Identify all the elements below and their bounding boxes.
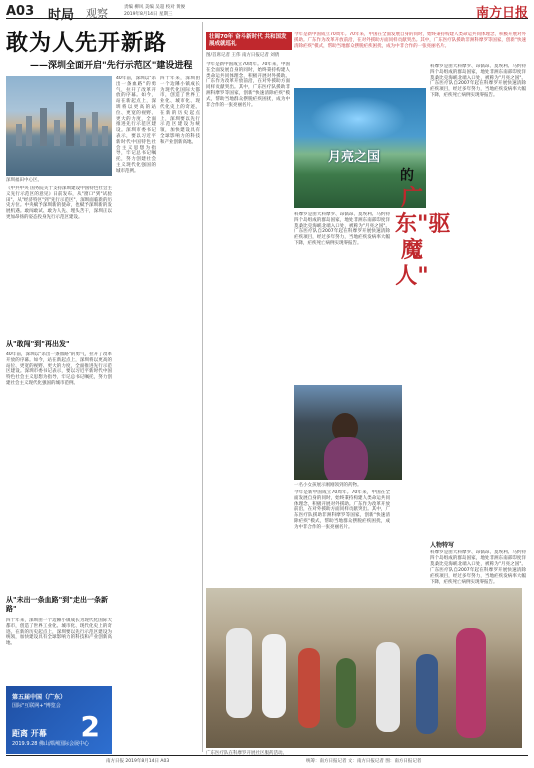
ad-countdown: 2 (80, 710, 100, 743)
article-body: 四十年来，深圳由一个边陲小镇成长为现代化国际大都市，创造了世界工业化、城市化、现代化史上的奇迹。在新的历史起点上，深圳要以先行示范区建设为统领，加快建设具有全球影响力的科技和产业创新高地。 (6, 618, 112, 647)
photo-caption: 广东医疗队在科摩罗开展社区服药活动。 (206, 751, 287, 756)
medical-team-group-photo (206, 588, 522, 748)
series-banner: 壮阔70年 奋斗新时代 共和国发展成就巡礼 (206, 32, 292, 50)
section-heading: 从"敢闯"到"再出发" (6, 340, 70, 348)
footer-left: 南方日报 2019年8月14日 A03 (106, 759, 170, 764)
photo-caption: 深圳福田中心区。 (6, 178, 42, 183)
city-skyline-photo (6, 76, 112, 176)
footer-right: 统筹：南方日报记者 文：南方日报记者 图：南方日报记者 (306, 759, 422, 764)
expo-advertisement[interactable] (6, 686, 112, 754)
sidebar-title: 人物特写 (430, 542, 455, 549)
main-subhead: ——深圳全面开启"先行示范区"建设进程 (30, 61, 193, 71)
vertical-headline: 广东"驱魔人" (395, 185, 451, 289)
sidebar-body: 科摩罗是由大科摩罗、昂儒昂、莫埃利、马约特四个岛组成的群岛国家，地处非洲东南部印度洋莫桑比克海峡北端入口处，被称为"月亮之国"。广东医疗队自2007年起在科摩罗开展快速清除疟疾项目，经过多年努力，当地疟疾发病率大幅下降，疟疾死亡病例实现零报告。 (430, 550, 526, 585)
ad-label: 距离 开幕 (12, 729, 47, 738)
page-header (6, 4, 528, 23)
article-body-col2: 40年前，深圳以"杀出一条血路"的勇气，拉开了改革开放的序幕。如今，站在新起点上，深圳将以更高的站位、更宽的视野、更大的力度，全面推进先行示范区建设。深圳市委书记表示，要以习近平新时代中国特色社会主义思想为指导，牢记总书记嘱托，努力创建社会主义现代化强国的城市范例。 (116, 76, 156, 174)
article-body-col3: 四十年来，深圳由一个边陲小镇成长为现代化国际大都市，创造了世界工业化、城市化、现代化史上的奇迹。在新的历史起点上，深圳要以先行示范区建设为统领，加快建设具有全球影响力的科技和产业创新高地。 (160, 76, 200, 145)
column-divider (202, 22, 203, 752)
date-meta: 2019年8月14日 星期三 (124, 12, 173, 17)
article-body-right3: 今年是新中国成立70周年。70年来，中国在全面发展自身的同时，始终秉持构建人类命运共同体理念，积极开展对外援助。广东作为改革开放前沿，在对外援助方面同样贡献突出。其中，广东医疗队援助非洲科摩罗等国家，创新"快速清除疟疾"模式，帮助当地群众摆脱疟疾困扰，成为中非合作的一张亮丽名片。 (294, 490, 390, 530)
editor-meta: 责编 柳风 美编 吴超 校对 黄俊 (124, 5, 186, 10)
girl-with-medicine-photo (294, 385, 402, 480)
photo-caption: 一名小女孩展示刚刚领到的药物。 (294, 483, 362, 488)
page-footer (6, 755, 528, 765)
byline: 图/首席记者 王伟 南方日报记者 刘倩 (206, 53, 280, 58)
ad-title: 第五届中国（广东） (12, 694, 67, 701)
section-code: A03 (6, 4, 35, 19)
article-body: 《中共中央 国务院关于支持深圳建设中国特色社会主义先行示范区的意见》日前发布，从"窗口"到"试验田"、从"经济特区"到"先行示范区"，深圳面临新的历史方位。中央赋予深圳新的使命，也赋予深圳新的发展机遇。敢闯敢试、敢为人先、埋头苦干，深圳正以更加昂扬的姿态投身先行示范区建设。 (6, 186, 112, 220)
article-body-right1: 今年是新中国成立70周年。70年来，中国在全面发展自身的同时，始终秉持构建人类命运共同体理念，积极开展对外援助。广东作为改革开放前沿，在对外援助方面同样贡献突出。其中，广东医疗队援助非洲科摩罗等国家，创新"快速清除疟疾"模式，帮助当地群众摆脱疟疾困扰，成为中非合作的一张亮丽名片。 (206, 62, 290, 108)
ad-venue: 2019.9.28 佛山潭洲国际会展中心 (12, 741, 90, 747)
article-body: 40年前，深圳以"杀出一条血路"的勇气，拉开了改革开放的序幕。如今，站在新起点上，深圳将以更高的站位、更宽的视野、更大的力度，全面推进先行示范区建设。深圳市委书记表示，要以习近平新时代中国特色社会主义思想为指导，牢记总书记嘱托，努力创建社会主义现代化强国的城市范例。 (6, 352, 112, 386)
photo-title: 月亮之国 (328, 150, 381, 165)
lead-paragraph: 今年是新中国成立70周年。70年来，中国在全面发展自身的同时，始终秉持构建人类命运共同体理念，积极开展对外援助。广东作为改革开放前沿，在对外援助方面同样贡献突出。其中，广东医疗队援助非洲科摩罗等国家，创新"快速清除疟疾"模式，帮助当地群众摆脱疟疾困扰，成为中非合作的一张亮丽名片。 (294, 32, 526, 49)
section-heading: 从"未出一条血路"到"走出一条新路" (6, 596, 108, 613)
ad-subtitle: 国际"互联网+"博览会 (12, 703, 61, 709)
main-headline: 敢为人先开新路 (6, 30, 168, 56)
headline-prefix: 的 (400, 168, 414, 184)
sky-glow (310, 96, 406, 142)
article-body-right4: 科摩罗是由大科摩罗、昂儒昂、莫埃利、马约特四个岛组成的群岛国家，地处非洲东南部印度洋莫桑比克海峡北端入口处，被称为"月亮之国"。广东医疗队自2007年起在科摩罗开展快速清除疟疾项目，经过多年努力，当地疟疾发病率大幅下降，疟疾死亡病例实现零报告。 (430, 64, 526, 98)
masthead-logo: 南方日报 (475, 6, 528, 21)
article-body-right2: 科摩罗是由大科摩罗、昂儒昂、莫埃利、马约特四个岛组成的群岛国家，地处非洲东南部印度洋莫桑比克海峡北端入口处，被称为"月亮之国"。广东医疗队自2007年起在科摩罗开展快速清除疟疾项目，经过多年努力，当地疟疾发病率大幅下降，疟疾死亡病例实现零报告。 (294, 212, 390, 246)
section-sub: 观察 (86, 7, 108, 20)
section-name: 时局 (48, 8, 75, 23)
